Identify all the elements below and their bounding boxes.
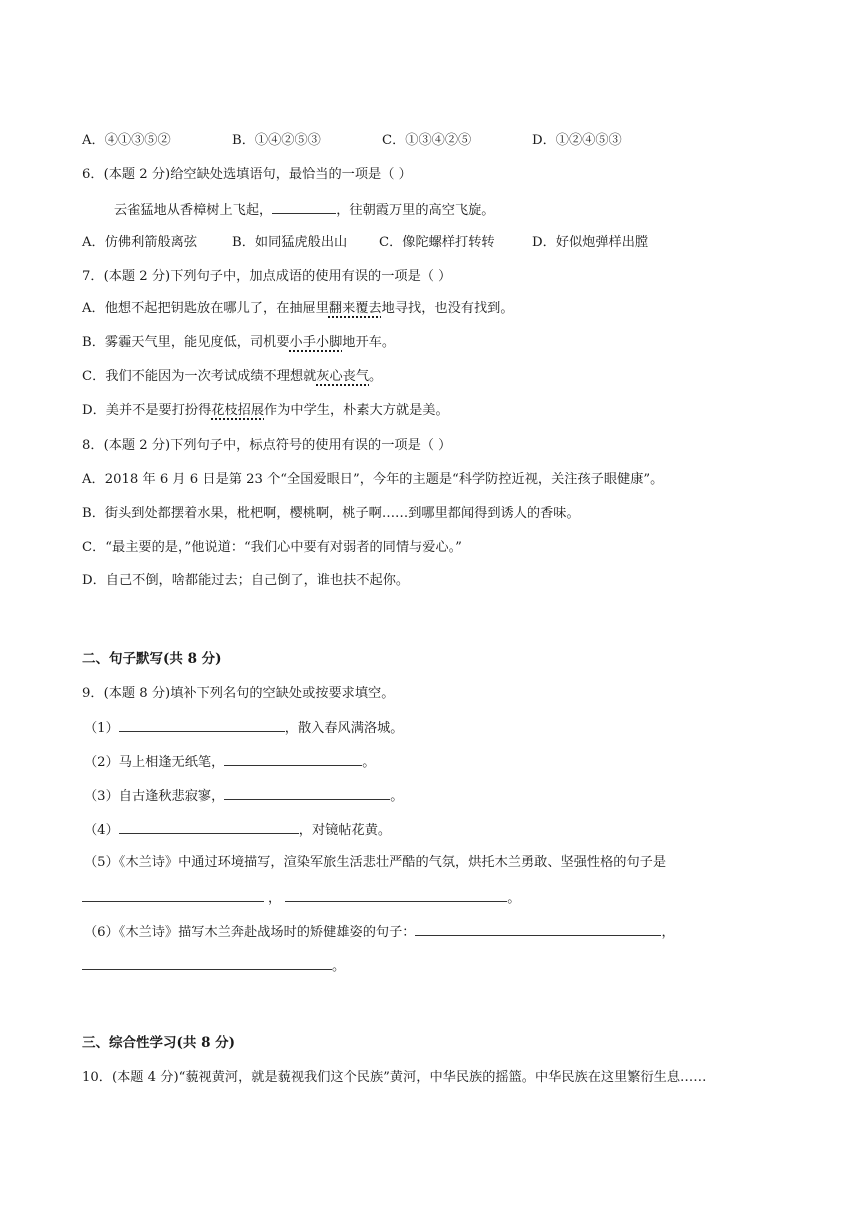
q9-item-5-answer [82, 888, 820, 908]
q7-a-idiom: 翻来覆去 [328, 301, 382, 316]
q9-item-6-blank-2[interactable] [82, 956, 332, 970]
q5-option-d: D．①②④⑤③ [532, 133, 622, 148]
q7-a-after: 地寻找，也没有找到。 [381, 301, 514, 316]
q9-item-6-mid: ， [661, 925, 675, 940]
q10-stem: 10．(本题 4 分)“藐视黄河，就是藐视我们这个民族”黄河，中华民族的摇篮。中华民族在这里繁衍生息…… [82, 1070, 707, 1085]
q8-stem: 8．(本题 2 分)下列句子中，标点符号的使用有误的一项是（ ） [82, 438, 452, 453]
q7-d-idiom: 花枝招展 [211, 403, 265, 418]
q6-sentence-after: ，往朝霞万里的高空飞旋。 [336, 203, 495, 218]
q9-item-2 [84, 752, 820, 772]
q8-option-b: B．街头到处都摆着水果，枇杷啊，樱桃啊，桃子啊……到哪里都闻得到诱人的香味。 [82, 506, 580, 521]
q9-item-6-text: （6）《木兰诗》描写木兰奔赴战场时的矫健雄姿的句子： [84, 925, 416, 940]
q7-stem: 7．(本题 2 分)下列句子中，加点成语的使用有误的一项是（ ） [82, 269, 452, 284]
q7-c-after: 。 [369, 369, 383, 384]
section-2-title: 二、句子默写(共 8 分) [82, 651, 222, 667]
q9-item-3-prefix: （3）自古逢秋悲寂寥， [84, 789, 225, 804]
q6-option-c: C．像陀螺样打转转 [379, 235, 495, 250]
q9-item-3-suffix: 。 [390, 789, 404, 804]
q7-b-after: 地开车。 [342, 335, 396, 350]
q6-options [82, 234, 820, 252]
q7-c-idiom: 灰心丧气 [316, 369, 370, 384]
q7-b-before: B．雾霾天气里，能见度低，司机要 [82, 335, 290, 350]
q7-c-before: C．我们不能因为一次考试成绩不理想就 [82, 369, 317, 384]
q7-b-idiom: 小手小脚 [289, 335, 343, 350]
q6-stem: 6．(本题 2 分)给空缺处选填语句，最恰当的一项是（ ） [82, 167, 412, 182]
q9-item-1-blank[interactable] [119, 718, 285, 732]
q9-item-6-end: 。 [332, 959, 346, 974]
q7-option-d [82, 402, 820, 420]
q6-blank[interactable] [272, 200, 336, 214]
q9-item-3-blank[interactable] [224, 786, 390, 800]
q6-sentence-before: 云雀猛地从香樟树上飞起， [114, 203, 273, 218]
q6-option-a: A．仿佛利箭般离弦 [82, 235, 198, 250]
q9-item-5-blank-1[interactable] [82, 888, 264, 902]
q7-a-before: A．他想不起把钥匙放在哪儿了，在抽屉里 [82, 301, 329, 316]
q8-option-d: D．自己不倒，啥都能过去；自己倒了，谁也扶不起你。 [82, 573, 410, 588]
q8-option-a: A．2018 年 6 月 6 日是第 23 个“全国爱眼日”，今年的主题是“科学防控近视，关注孩子眼健康”。 [82, 472, 664, 487]
q8-option-c: C．“最主要的是，”他说道：“我们心中要有对弱者的同情与爱心。” [82, 540, 462, 555]
q7-d-before: D．美并不是要打扮得 [82, 403, 212, 418]
q9-item-1-suffix: ，散入春风满洛城。 [284, 721, 404, 736]
q9-item-2-suffix: 。 [362, 755, 376, 770]
q5-options [82, 132, 820, 150]
q9-item-6-blank-1[interactable] [415, 922, 661, 936]
q9-item-4-blank[interactable] [119, 820, 299, 834]
q5-option-c: C．①③④②⑤ [382, 133, 472, 148]
q9-item-2-blank[interactable] [224, 752, 362, 766]
q7-d-after: 作为中学生，朴素大方就是美。 [264, 403, 449, 418]
q9-item-6 [84, 922, 820, 942]
q9-item-4-prefix: （4） [84, 823, 119, 838]
q7-option-a [82, 300, 820, 318]
q9-item-5-end: 。 [507, 891, 521, 906]
q9-item-3 [84, 786, 820, 806]
q9-item-5: （5）《木兰诗》中通过环境描写，渲染军旅生活悲壮严酷的气氛，烘托木兰勇敢、坚强性格的句子是 [84, 855, 667, 870]
q7-option-c [82, 368, 820, 386]
q9-item-6-answer [82, 956, 820, 976]
q7-option-b [82, 334, 820, 352]
q9-item-5-mid: ， [268, 891, 282, 906]
q9-item-2-prefix: （2）马上相逢无纸笔， [84, 755, 225, 770]
q9-item-1-prefix: （1） [84, 721, 119, 736]
q9-item-1 [84, 718, 820, 738]
q6-sentence [114, 200, 820, 220]
q9-item-4-suffix: ，对镜帖花黄。 [298, 823, 392, 838]
q6-option-d: D．好似炮弹样出膛 [532, 235, 649, 250]
q5-option-b: B．①④②⑤③ [232, 133, 321, 148]
q9-item-4 [84, 820, 820, 840]
section-3-title: 三、综合性学习(共 8 分) [82, 1035, 236, 1051]
q9-stem: 9．(本题 8 分)填补下列名句的空缺处或按要求填空。 [82, 686, 395, 701]
q5-option-a: A．④①③⑤② [82, 133, 171, 148]
q9-item-5-blank-2[interactable] [285, 888, 507, 902]
q6-option-b: B．如同猛虎般出山 [232, 235, 348, 250]
